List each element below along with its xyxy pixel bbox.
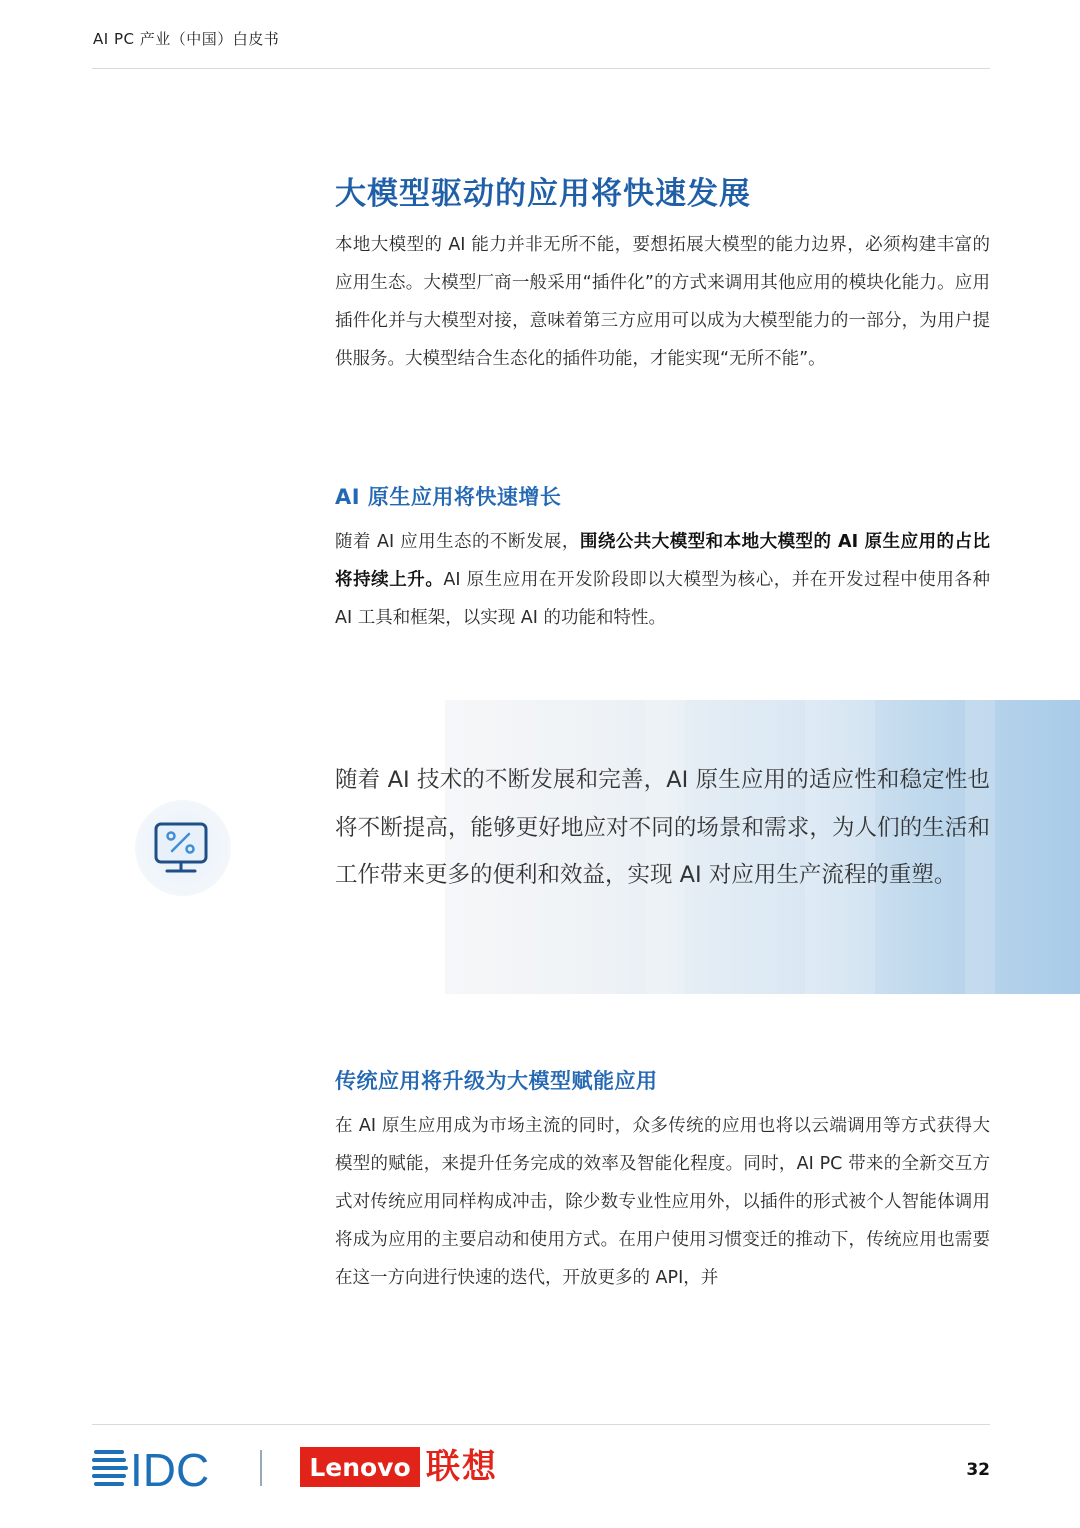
body-rest-text: AI 原生应用在开发阶段即以大模型为核心，并在开发过程中使用各种 AI 工具和框架，以实现 AI 的功能和特性。 <box>335 570 991 628</box>
body-lead-text: 随着 AI 应用生态的不断发展， <box>335 532 580 552</box>
idc-logo-text: IDC <box>130 1444 210 1490</box>
page-number: 32 <box>966 1460 990 1480</box>
section-heading-llm-apps: 大模型驱动的应用将快速发展 <box>335 176 751 212</box>
lenovo-chinese-logo: 联想 <box>426 1447 498 1487</box>
section-body-llm-apps: 本地大模型的 AI 能力并非无所不能，要想拓展大模型的能力边界，必须构建丰富的应用生态。大模型厂商一般采用“插件化”的方式来调用其他应用的模块化能力。应用插件化并与大模型对接，意味着第三方应用可以成为大模型能力的一部分，为用户提供服务。大模型结合生态化的插件功能，才能实现“无所不能”。 <box>335 235 990 369</box>
header-divider <box>92 68 990 69</box>
subheading-ai-native-apps: AI 原生应用将快速增长 <box>335 485 562 509</box>
section-body-ai-native-apps <box>335 523 990 637</box>
document-title: AI PC 产业（中国）白皮书 <box>93 30 280 48</box>
section-body-traditional-apps: 在 AI 原生应用成为市场主流的同时，众多传统的应用也将以云端调用等方式获得大模型的赋能，来提升任务完成的效率及智能化程度。同时，AI PC 带来的全新交互方式对传统应用同样构成冲击，除少数专业性应用外，以插件的形式被个人智能体调用将成为应用的主要启动和使用方式。在用户使用习惯变迁的推动下，传统应用也需要在这一方向进行快速的迭代，开放更多的 API，并 <box>335 1116 990 1288</box>
logo-separator <box>260 1450 262 1486</box>
footer-divider <box>92 1424 990 1425</box>
callout-quote: 随着 AI 技术的不断发展和完善，AI 原生应用的适应性和稳定性也将不断提高，能够更好地应对不同的场景和需求，为人们的生活和工作带来更多的便利和效益，实现 AI 对应用生产流程的重塑。 <box>335 767 990 888</box>
idc-logo <box>92 1444 227 1490</box>
monitor-percent-icon <box>135 800 231 896</box>
subheading-traditional-apps: 传统应用将升级为大模型赋能应用 <box>335 1069 658 1093</box>
body-emphasis-text: 围绕公共大模型和本地大模型的 AI 原生应用的占比将持续上升。 <box>335 532 990 590</box>
lenovo-logo: Lenovo <box>300 1447 420 1487</box>
